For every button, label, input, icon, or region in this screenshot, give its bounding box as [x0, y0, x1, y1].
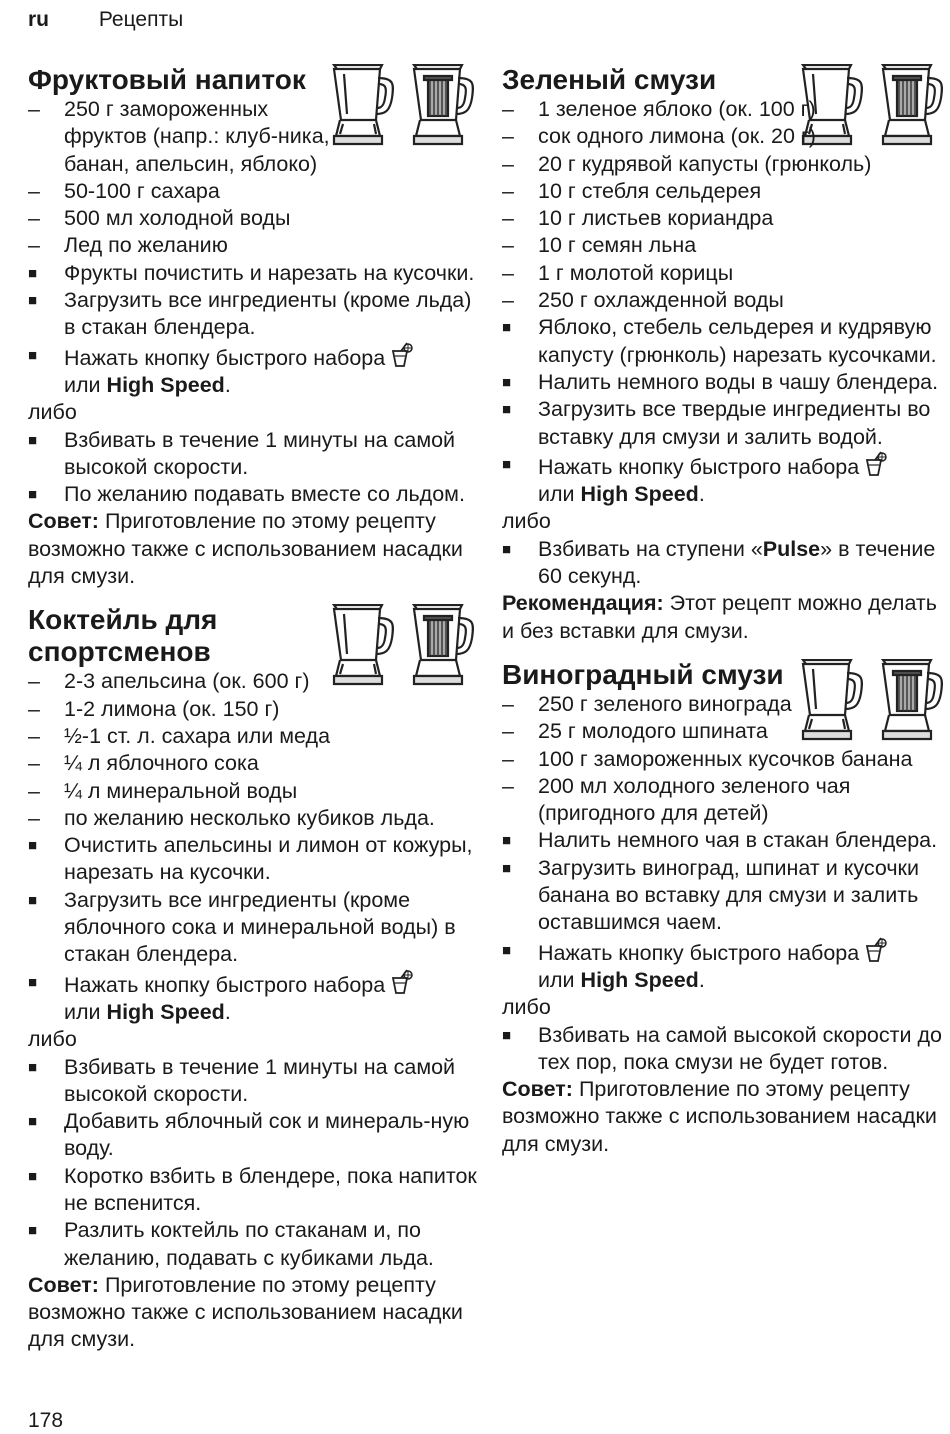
step-text: [538, 856, 919, 935]
left-column: [28, 64, 478, 1354]
step-main-text: Яблоко, стебель сельдерея и кудрявую капусту (грюнколь) нарезать кусочками.: [538, 315, 937, 367]
recipe-tip: [28, 508, 478, 590]
square-bullet: ■: [502, 832, 512, 850]
smoothie-quick-button-icon: [385, 973, 413, 997]
dash-marker: –: [502, 151, 514, 176]
step-tail-pre: или: [64, 372, 107, 397]
step-text: [64, 482, 465, 506]
dash-marker: –: [502, 691, 514, 716]
step-text: [538, 315, 937, 366]
ingredient-text: ½-1 ст. л. сахара или меда: [64, 723, 331, 748]
dash-marker: –: [502, 124, 514, 149]
tip-text: Приготовление по этому рецепту возможно также с использованием насадки для смузи.: [28, 509, 463, 589]
step-item: [502, 314, 947, 369]
recipe-title-line: спортсменов: [28, 636, 211, 668]
ingredient-text: по желанию несколько кубиков льда.: [64, 805, 435, 830]
step-bold: Pulse: [762, 536, 821, 561]
ingredient-text: 1-2 лимона (ок. 150 г): [64, 696, 280, 721]
step-text: [64, 1055, 455, 1106]
ingredient-text: 500 мл холодной воды: [64, 206, 291, 231]
or-separator: либо: [502, 995, 551, 1020]
ingredient-item: [28, 96, 478, 178]
tip-text: Этот рецепт можно делать и без вставки для смузи.: [502, 591, 937, 643]
step-text: [538, 828, 937, 852]
ingredient-text: сок одного лимона (ок. 20 г): [538, 124, 816, 149]
tip-label: Рекомендация:: [502, 591, 664, 616]
ingredient-item: [28, 723, 478, 750]
step-text: [64, 1164, 477, 1215]
page-number: 178: [28, 1409, 64, 1432]
step-text: [64, 261, 474, 285]
ingredient-item: [502, 773, 947, 828]
step-item: [28, 1217, 478, 1272]
dash-marker: –: [502, 206, 514, 231]
step-main-text: Очистить апельсины и лимон от кожуры, нарезать на кусочки.: [64, 833, 473, 885]
ingredient-text: 25 г молодого шпината: [538, 719, 768, 744]
step-main-text: Взбивать в течение 1 минуты на самой высокой скорости.: [64, 427, 456, 479]
step-main-text: Взбивать на самой высокой скорости до тех пор, пока смузи не будет готов.: [538, 1022, 942, 1074]
tip-text: Приготовление по этому рецепту возможно также с использованием насадки для смузи.: [28, 1272, 463, 1352]
square-bullet: ■: [28, 837, 38, 855]
high-speed-label: High Speed: [106, 372, 225, 397]
dash-marker: –: [502, 746, 514, 771]
ingredient-item: [502, 718, 947, 745]
tip-text: Приготовление по этому рецепту возможно также с использованием насадки для смузи.: [502, 1077, 937, 1156]
ingredient-item: [502, 205, 947, 232]
high-speed-label: High Speed: [580, 967, 699, 992]
tip-label: Совет:: [28, 509, 99, 534]
high-speed-label: High Speed: [580, 482, 699, 507]
step-text: [538, 370, 938, 394]
recipe-sports-cocktail: [28, 604, 478, 1353]
step-item: [28, 481, 478, 508]
dash-marker: –: [502, 178, 514, 203]
square-bullet: ■: [28, 292, 38, 310]
ingredient-item: [502, 287, 947, 314]
square-bullet: ■: [28, 891, 38, 909]
page-header: [28, 6, 183, 33]
step-tail-post: .: [224, 372, 231, 397]
ingredient-text: 250 г замороженных фруктов (напр.: клуб-ника, банан, апельсин, яблоко): [64, 97, 330, 176]
step-text: [64, 1109, 469, 1160]
ingredient-text: 1 г молотой корицы: [538, 260, 734, 285]
dash-marker: –: [28, 778, 40, 803]
step-list: [502, 827, 947, 994]
ingredient-item: [502, 151, 947, 178]
ingredient-text: 250 г зеленого винограда: [538, 691, 792, 716]
step-item: [502, 396, 947, 451]
ingredient-item: [28, 205, 478, 232]
step-main-text: По желанию подавать вместе со льдом.: [64, 482, 465, 507]
step-item: [28, 260, 478, 287]
ingredient-text: 100 г замороженных кусочков банана: [538, 746, 913, 771]
step-tail-pre: или: [538, 482, 581, 507]
step-tail-pre: или: [64, 999, 107, 1024]
step-item: [28, 287, 478, 342]
step-item: [502, 536, 947, 591]
square-bullet: ■: [28, 346, 38, 364]
step-main-text: Нажать кнопку быстрого набора: [538, 454, 860, 479]
smoothie-quick-button-icon: [859, 941, 887, 965]
alt-step-list: [502, 536, 947, 591]
step-list: [28, 832, 478, 1026]
step-main-text: Коротко взбить в блендере, пока напиток не вспенится.: [64, 1163, 477, 1215]
ingredient-item: [502, 260, 947, 287]
step-text: [64, 346, 413, 397]
step-text: [538, 537, 935, 588]
step-main-text: Загрузить все твердые ингредиенты во вставку для смузи и залить водой.: [538, 397, 931, 449]
square-bullet: ■: [502, 319, 512, 337]
ingredient-item: [28, 778, 478, 805]
step-main-text: Нажать кнопку быстрого набора: [64, 972, 386, 997]
ingredient-text: 1 зеленое яблоко (ок. 100 г): [538, 97, 816, 121]
ingredient-text: 200 мл холодного зеленого чая (пригодного для детей): [538, 773, 851, 826]
ingredient-list: [502, 96, 947, 314]
ingredient-item: [28, 232, 478, 259]
dash-marker: –: [502, 233, 514, 258]
dash-marker: –: [502, 773, 514, 798]
ingredient-item: [502, 232, 947, 259]
ingredient-item: [28, 696, 478, 723]
recipe-title-line: Зеленый смузи: [502, 64, 717, 95]
step-main-text: Фрукты почистить и нарезать на кусочки.: [64, 260, 475, 285]
step-main-text: Взбивать в течение 1 минуты на самой высокой скорости.: [64, 1054, 456, 1106]
ingredient-text: 20 г кудрявой капусты (грюнколь): [538, 151, 872, 176]
step-text: [64, 288, 471, 339]
step-item: [28, 969, 478, 1027]
square-bullet: ■: [28, 264, 38, 282]
recipe-title-line: Коктейль для: [28, 604, 218, 636]
step-item: [502, 937, 947, 995]
tip-label: Совет:: [28, 1272, 99, 1297]
step-main-text: Загрузить все ингредиенты (кроме льда) в стакан блендера.: [64, 288, 472, 340]
square-bullet: ■: [28, 1222, 38, 1240]
square-bullet: ■: [502, 859, 512, 877]
recipe-green-smoothie: [502, 64, 947, 645]
ingredient-list: [28, 96, 478, 260]
square-bullet: ■: [502, 373, 512, 391]
step-item: [502, 369, 947, 396]
step-item: [502, 1022, 947, 1077]
recipe-fruit-drink: [28, 64, 478, 590]
step-main-text: Добавить яблочный сок и минераль-ную воду.: [64, 1109, 470, 1161]
ingredient-text: 50-100 г сахара: [64, 178, 220, 203]
or-separator: либо: [28, 1027, 77, 1052]
dash-marker: –: [502, 288, 514, 313]
step-main-text: Загрузить все ингредиенты (кроме яблочного сока и минеральной воды) в стакан блендера.: [64, 887, 456, 967]
dash-marker: –: [28, 233, 40, 258]
step-item: [28, 1108, 478, 1163]
alt-step-list: [28, 1054, 478, 1272]
square-bullet: ■: [502, 455, 512, 473]
square-bullet: ■: [28, 1167, 38, 1185]
step-item: [28, 1163, 478, 1218]
ingredient-text: 10 г семян льна: [538, 233, 697, 258]
square-bullet: ■: [502, 401, 512, 419]
step-text: [64, 428, 455, 479]
dash-marker: –: [28, 178, 40, 203]
dash-marker: –: [28, 206, 40, 231]
high-speed-label: High Speed: [106, 999, 225, 1024]
step-list: [502, 314, 947, 508]
step-list: [28, 260, 478, 399]
ingredient-item: [502, 123, 947, 150]
step-text: [538, 455, 887, 506]
dash-marker: –: [28, 805, 40, 830]
ingredient-text: 250 г охлажденной воды: [538, 288, 784, 313]
step-text: [64, 973, 413, 1024]
or-separator: либо: [28, 400, 77, 425]
step-tail-post: .: [224, 999, 231, 1024]
ingredient-text: ¼ л яблочного сока: [64, 751, 259, 776]
square-bullet: ■: [28, 973, 38, 991]
dash-marker: –: [28, 669, 40, 694]
step-text: [64, 888, 456, 967]
recipe-tip: [502, 590, 947, 645]
recipe-tip: [28, 1272, 478, 1354]
ingredient-item: [502, 178, 947, 205]
step-text: [64, 833, 473, 884]
step-item: [502, 827, 947, 854]
step-item: [28, 342, 478, 400]
square-bullet: ■: [28, 1113, 38, 1131]
ingredient-item: [502, 691, 947, 718]
step-text: [538, 397, 930, 448]
step-text: [538, 1023, 942, 1074]
step-text: [64, 1218, 434, 1269]
step-main-text: Нажать кнопку быстрого набора: [64, 345, 386, 370]
smoothie-quick-button-icon: [385, 346, 413, 370]
step-item: [28, 1054, 478, 1109]
dash-marker: –: [502, 97, 514, 121]
square-bullet: ■: [502, 1026, 512, 1044]
dash-marker: –: [28, 723, 40, 748]
ingredient-item: [28, 178, 478, 205]
step-text: [538, 941, 887, 992]
step-main-text: Разлить коктейль по стаканам и, по желанию, подавать с кубиками льда.: [64, 1218, 434, 1270]
dash-marker: –: [28, 97, 40, 121]
ingredient-text: Лед по желанию: [64, 233, 228, 258]
step-tail-post: .: [698, 967, 705, 992]
square-bullet: ■: [502, 540, 512, 558]
step-main-text: Налить немного чая в стакан блендера.: [538, 828, 938, 853]
step-item: [502, 855, 947, 937]
step-main-text: Загрузить виноград, шпинат и кусочки банана во вставку для смузи и залить оставшимся чаем.: [538, 855, 919, 935]
language-code: ru: [28, 8, 49, 31]
ingredient-item: [28, 750, 478, 777]
right-column: [502, 64, 947, 1158]
ingredient-text: 10 г листьев кориандра: [538, 206, 774, 231]
square-bullet: ■: [28, 1058, 38, 1076]
step-item: [28, 887, 478, 969]
step-tail-pre: или: [538, 967, 581, 992]
step-item: [28, 832, 478, 887]
ingredient-text: 10 г стебля сельдерея: [538, 178, 762, 203]
ingredient-item: [28, 805, 478, 832]
step-main-text: Налить немного воды в чашу блендера.: [538, 369, 939, 394]
step-main-text: Нажать кнопку быстрого набора: [538, 940, 860, 965]
ingredient-item: [502, 96, 947, 123]
recipe-tip: [502, 1076, 947, 1158]
tip-label: Совет:: [502, 1077, 573, 1102]
dash-marker: –: [502, 260, 514, 285]
ingredient-item: [502, 746, 947, 773]
dash-marker: –: [28, 751, 40, 776]
square-bullet: ■: [28, 431, 38, 449]
square-bullet: ■: [502, 941, 512, 959]
ingredient-text: 2-3 апельсина (ок. 600 г): [64, 669, 310, 694]
square-bullet: ■: [28, 486, 38, 504]
smoothie-quick-button-icon: [859, 455, 887, 479]
ingredient-list: [28, 668, 478, 832]
recipe-title-line: Фруктовый напиток: [28, 64, 306, 95]
or-separator: либо: [502, 509, 551, 534]
alt-step-list: [28, 427, 478, 509]
step-post: » в течение 60 секунд.: [538, 536, 936, 589]
ingredient-text: ¼ л минеральной воды: [64, 778, 298, 803]
recipe-title-line: Виноградный смузи: [502, 658, 784, 690]
step-tail-post: .: [698, 482, 705, 507]
step-item: [502, 451, 947, 509]
section-title: Рецепты: [98, 8, 184, 31]
ingredient-list: [502, 691, 947, 827]
alt-step-list: [502, 1022, 947, 1077]
dash-marker: –: [502, 719, 514, 744]
dash-marker: –: [28, 696, 40, 721]
step-item: [28, 427, 478, 482]
ingredient-item: [28, 668, 478, 695]
recipe-grape-smoothie: [502, 659, 947, 1158]
step-main-text: Взбивать на ступени «: [538, 536, 763, 561]
